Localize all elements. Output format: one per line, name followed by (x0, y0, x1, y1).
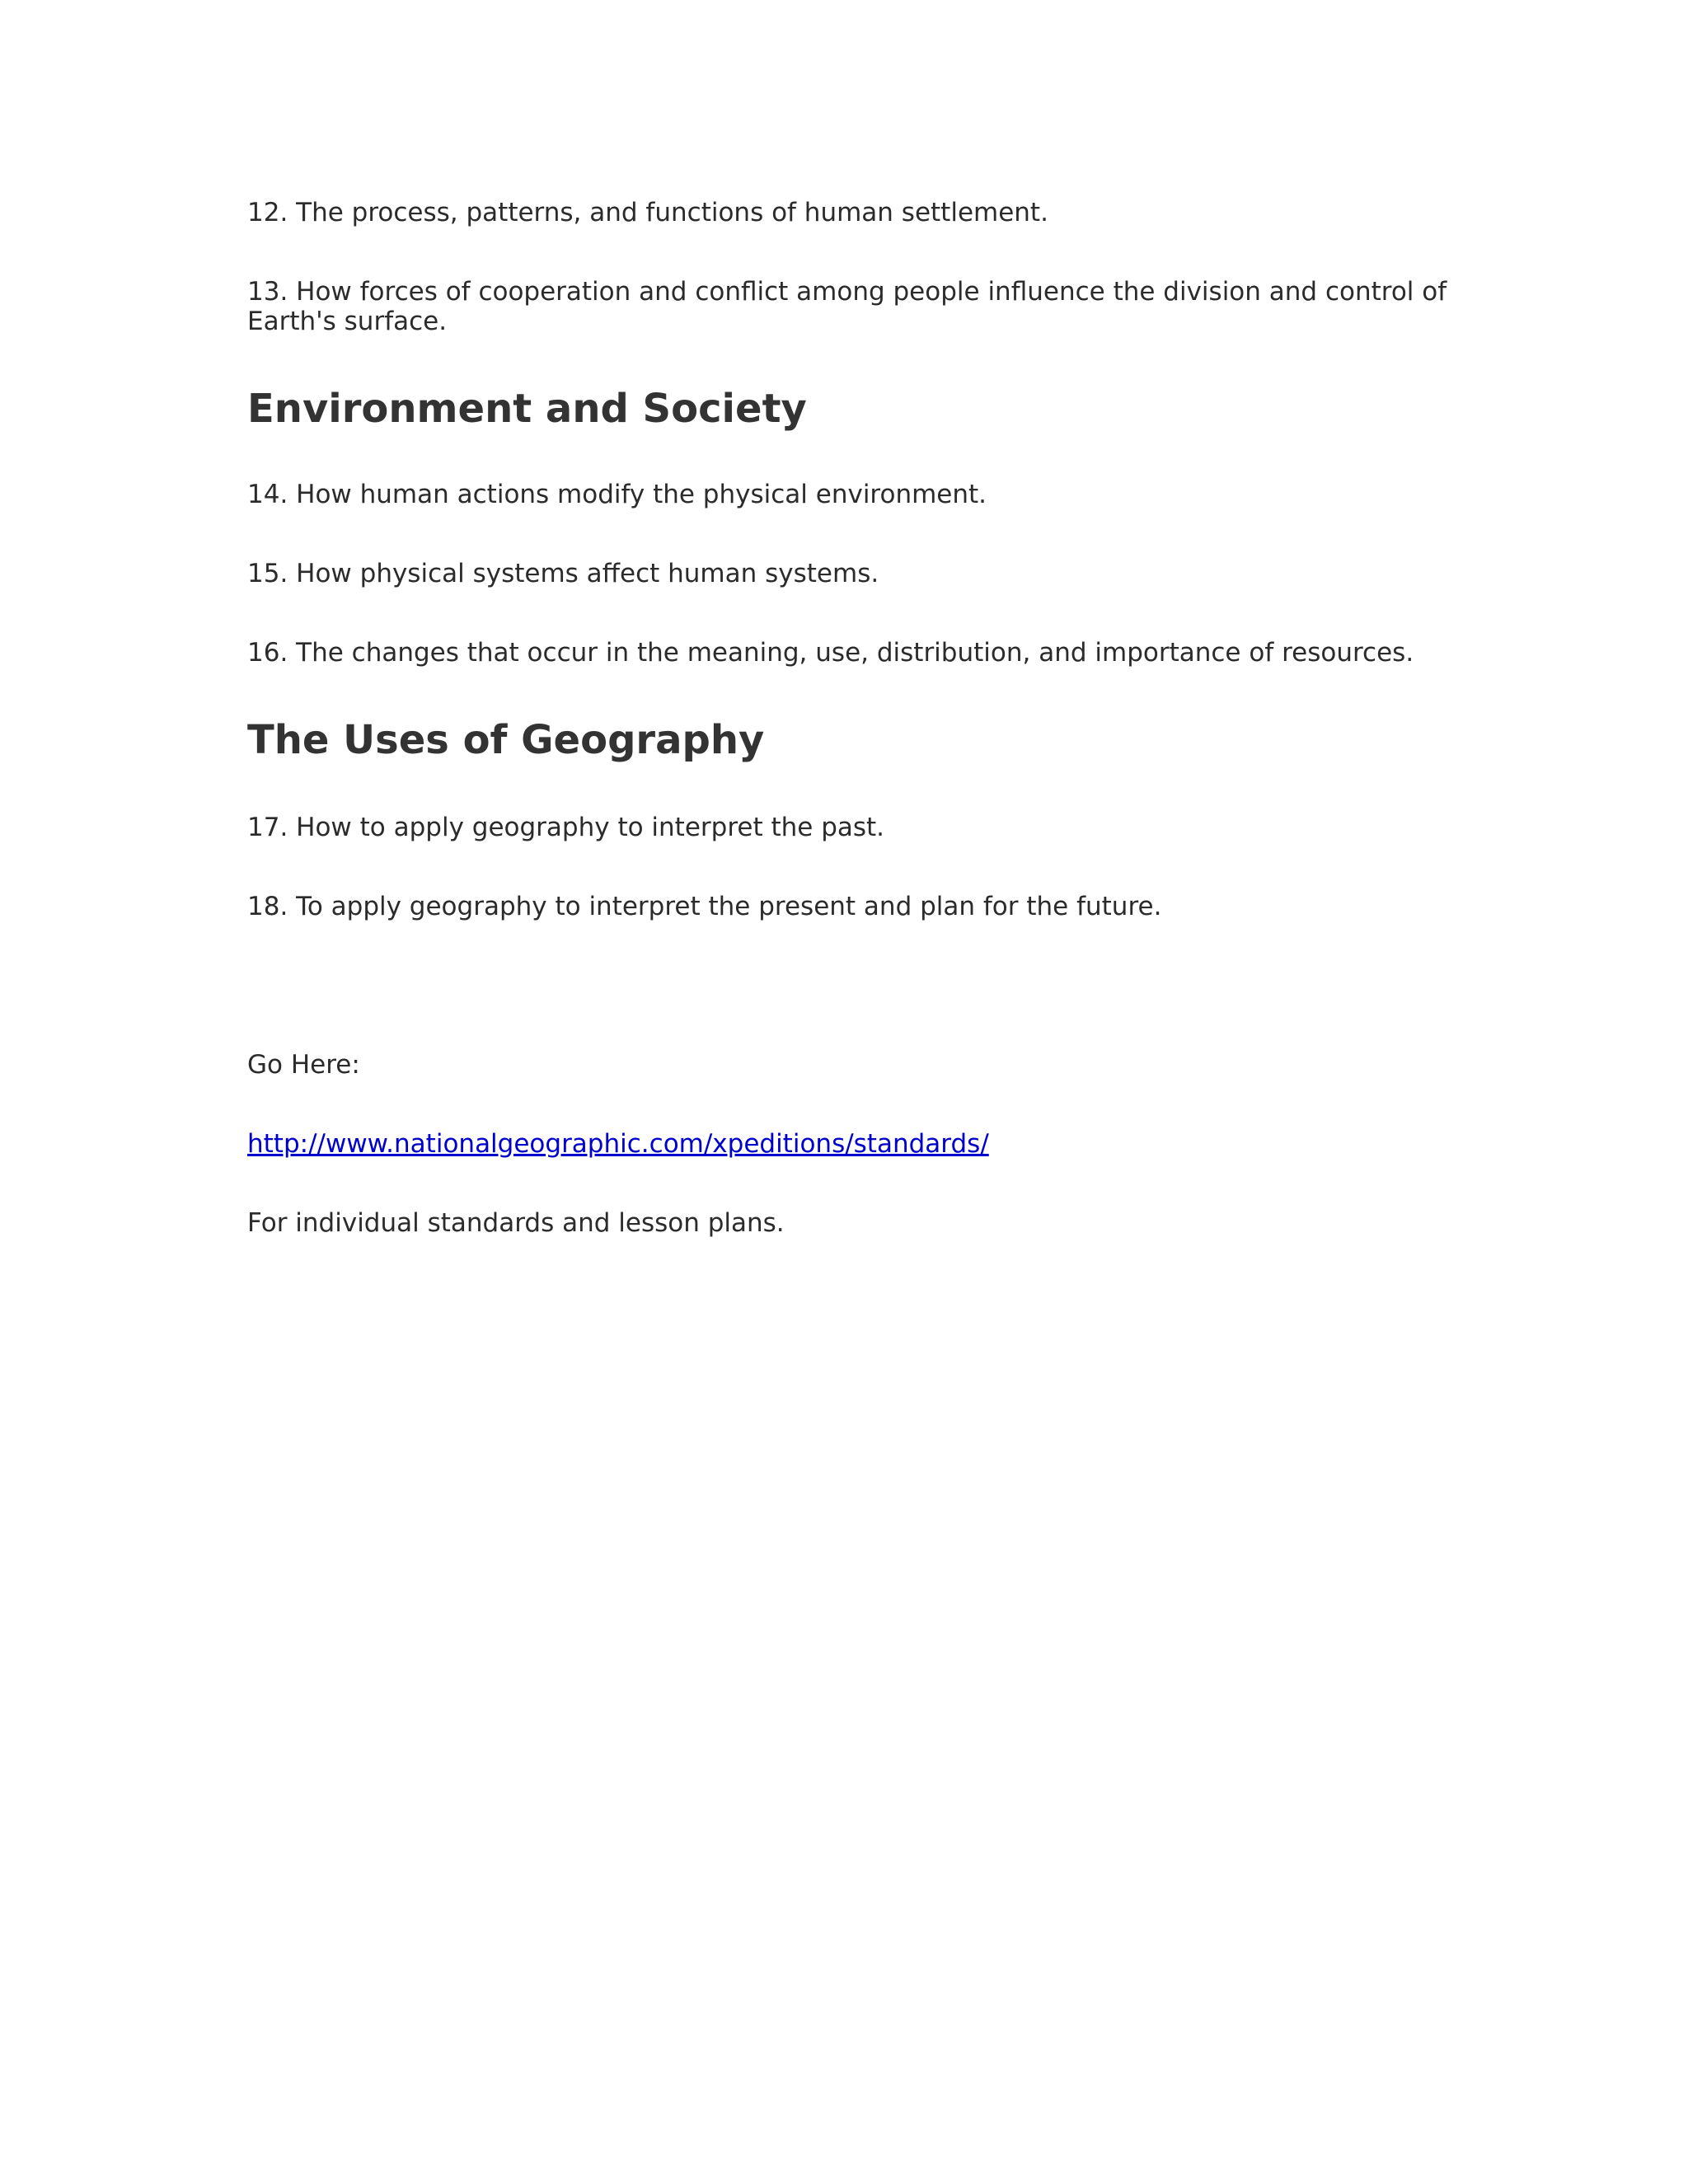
standard-13: 13. How forces of cooperation and conflict among people influence the division and control of Earth's surface. (247, 277, 1447, 336)
standard-16: 16. The changes that occur in the meaning, use, distribution, and importance of resources. (247, 638, 1414, 668)
standard-17: 17. How to apply geography to interpret the past. (247, 813, 885, 842)
standard-18: 18. To apply geography to interpret the present and plan for the future. (247, 892, 1162, 921)
standards-link-paragraph (247, 1129, 1451, 1159)
heading-uses-of-geography: The Uses of Geography (247, 717, 765, 763)
standards-link[interactable]: http://www.nationalgeographic.com/xpeditions/standards/ (247, 1129, 989, 1159)
heading-environment-and-society: Environment and Society (247, 386, 807, 432)
go-here-label: Go Here: (247, 1050, 360, 1080)
standard-12: 12. The process, patterns, and functions of human settlement. (247, 198, 1048, 227)
standard-15: 15. How physical systems affect human systems. (247, 559, 879, 588)
standard-14: 14. How human actions modify the physical environment. (247, 480, 987, 509)
lesson-plans-note: For individual standards and lesson plans. (247, 1208, 785, 1238)
